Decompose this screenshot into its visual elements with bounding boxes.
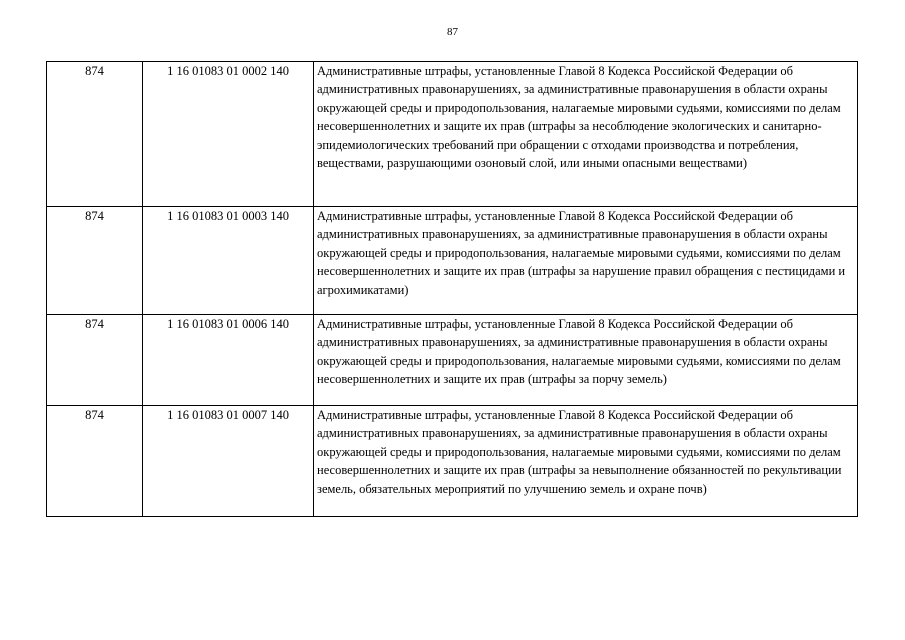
- table-row: [47, 406, 858, 517]
- description-cell: Административные штрафы, установленные Главой 8 Кодекса Российской Федерации об административных правонарушениях, за административные правонарушения в области охраны окружающей среды и природопользования, налагаемые мировыми судьями, комиссиями по делам несовершеннолетних и защите их прав (штрафы за порчу земель): [314, 315, 858, 406]
- table-row: [47, 315, 858, 406]
- table-row: [47, 62, 858, 207]
- kbk-code-cell: 1 16 01083 01 0003 140: [143, 207, 314, 315]
- admin-code-cell: 874: [47, 62, 143, 207]
- description-cell: Административные штрафы, установленные Главой 8 Кодекса Российской Федерации об административных правонарушениях, за административные правонарушения в области охраны окружающей среды и природопользования, налагаемые мировыми судьями, комиссиями по делам несовершеннолетних и защите их прав (штрафы за несоблюдение экологических и санитарно-эпидемиологических требований при обращении с отходами производства и потребления, веществами, разрушающими озоновый слой, или иными опасными веществами): [314, 62, 858, 207]
- kbk-code-cell: 1 16 01083 01 0006 140: [143, 315, 314, 406]
- table-row: [47, 207, 858, 315]
- kbk-code-cell: 1 16 01083 01 0007 140: [143, 406, 314, 517]
- admin-code-cell: 874: [47, 315, 143, 406]
- budget-classification-table: [46, 61, 858, 517]
- page-number: 87: [447, 26, 458, 38]
- admin-code-cell: 874: [47, 406, 143, 517]
- description-cell: Административные штрафы, установленные Главой 8 Кодекса Российской Федерации об административных правонарушениях, за административные правонарушения в области охраны окружающей среды и природопользования, налагаемые мировыми судьями, комиссиями по делам несовершеннолетних и защите их прав (штрафы за нарушение правил обращения с пестицидами и агрохимикатами): [314, 207, 858, 315]
- description-cell: Административные штрафы, установленные Главой 8 Кодекса Российской Федерации об административных правонарушениях, за административные правонарушения в области охраны окружающей среды и природопользования, налагаемые мировыми судьями, комиссиями по делам несовершеннолетних и защите их прав (штрафы за невыполнение обязанностей по рекультивации земель, обязательных мероприятий по улучшению земель и охране почв): [314, 406, 858, 517]
- kbk-code-cell: 1 16 01083 01 0002 140: [143, 62, 314, 207]
- admin-code-cell: 874: [47, 207, 143, 315]
